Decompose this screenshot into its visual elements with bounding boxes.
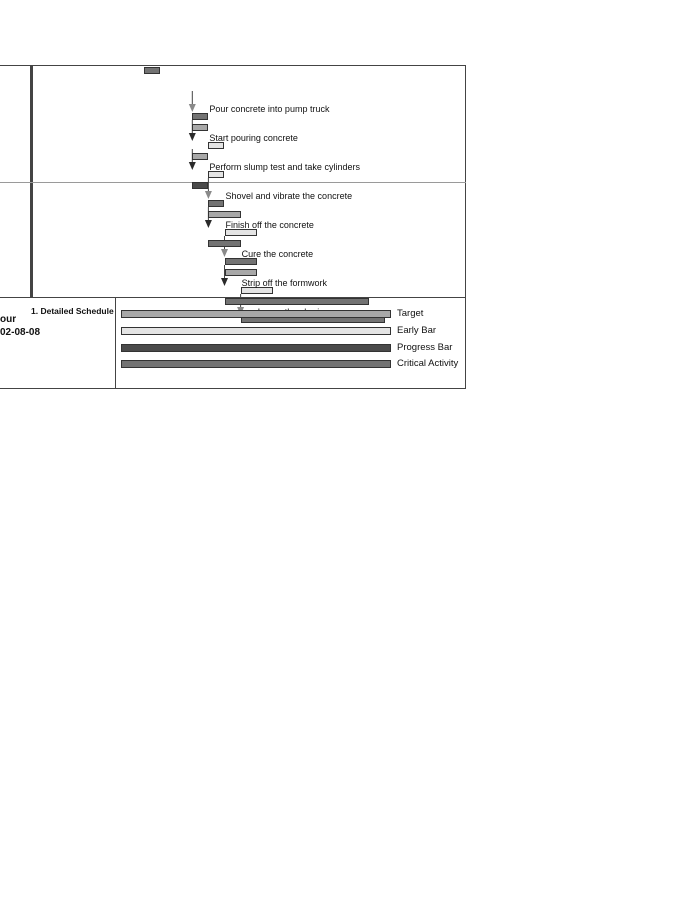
bar-critical <box>192 113 208 120</box>
footer-left-text-2: 02-08-08 <box>0 327 41 338</box>
legend-label: Progress Bar <box>397 341 453 353</box>
legend-swatch-critical <box>121 360 391 368</box>
bar-target <box>208 211 240 218</box>
footer-left-text-1: our <box>0 314 17 325</box>
connector-arrow <box>189 104 196 112</box>
bar-target <box>192 124 208 131</box>
bar-critical <box>144 67 160 74</box>
task-label: Pour concrete into pump truck <box>209 104 330 114</box>
bar-critical <box>208 200 224 207</box>
task-label: Strip off the formwork <box>241 278 327 288</box>
bar-progress <box>192 182 208 189</box>
connector-arrow <box>221 278 228 286</box>
bar-critical <box>208 240 240 247</box>
connector-arrow <box>205 220 212 228</box>
legend-label: Critical Activity <box>397 358 459 370</box>
connector-arrow <box>205 191 212 199</box>
legend-swatch-target <box>121 310 391 318</box>
footer-title: 1. Detailed Schedule <box>31 306 114 316</box>
connector-arrow <box>221 249 228 257</box>
task-label: Start pouring concrete <box>209 133 298 143</box>
bar-target <box>225 269 257 276</box>
task-label: Shovel and vibrate the concrete <box>225 191 353 201</box>
legend-label: Target <box>397 308 424 319</box>
legend-label: Early Bar <box>397 324 437 336</box>
task-label: Finish off the concrete <box>225 220 314 230</box>
bar-target <box>192 153 208 160</box>
task-label: Cure the concrete <box>241 249 314 259</box>
connector-arrow <box>189 133 196 141</box>
task-label: Perform slump test and take cylinders <box>209 162 360 172</box>
bar-critical <box>225 298 370 305</box>
legend-swatch-progress <box>121 344 391 352</box>
connector-arrow <box>189 162 196 170</box>
legend-swatch-early <box>121 327 391 335</box>
